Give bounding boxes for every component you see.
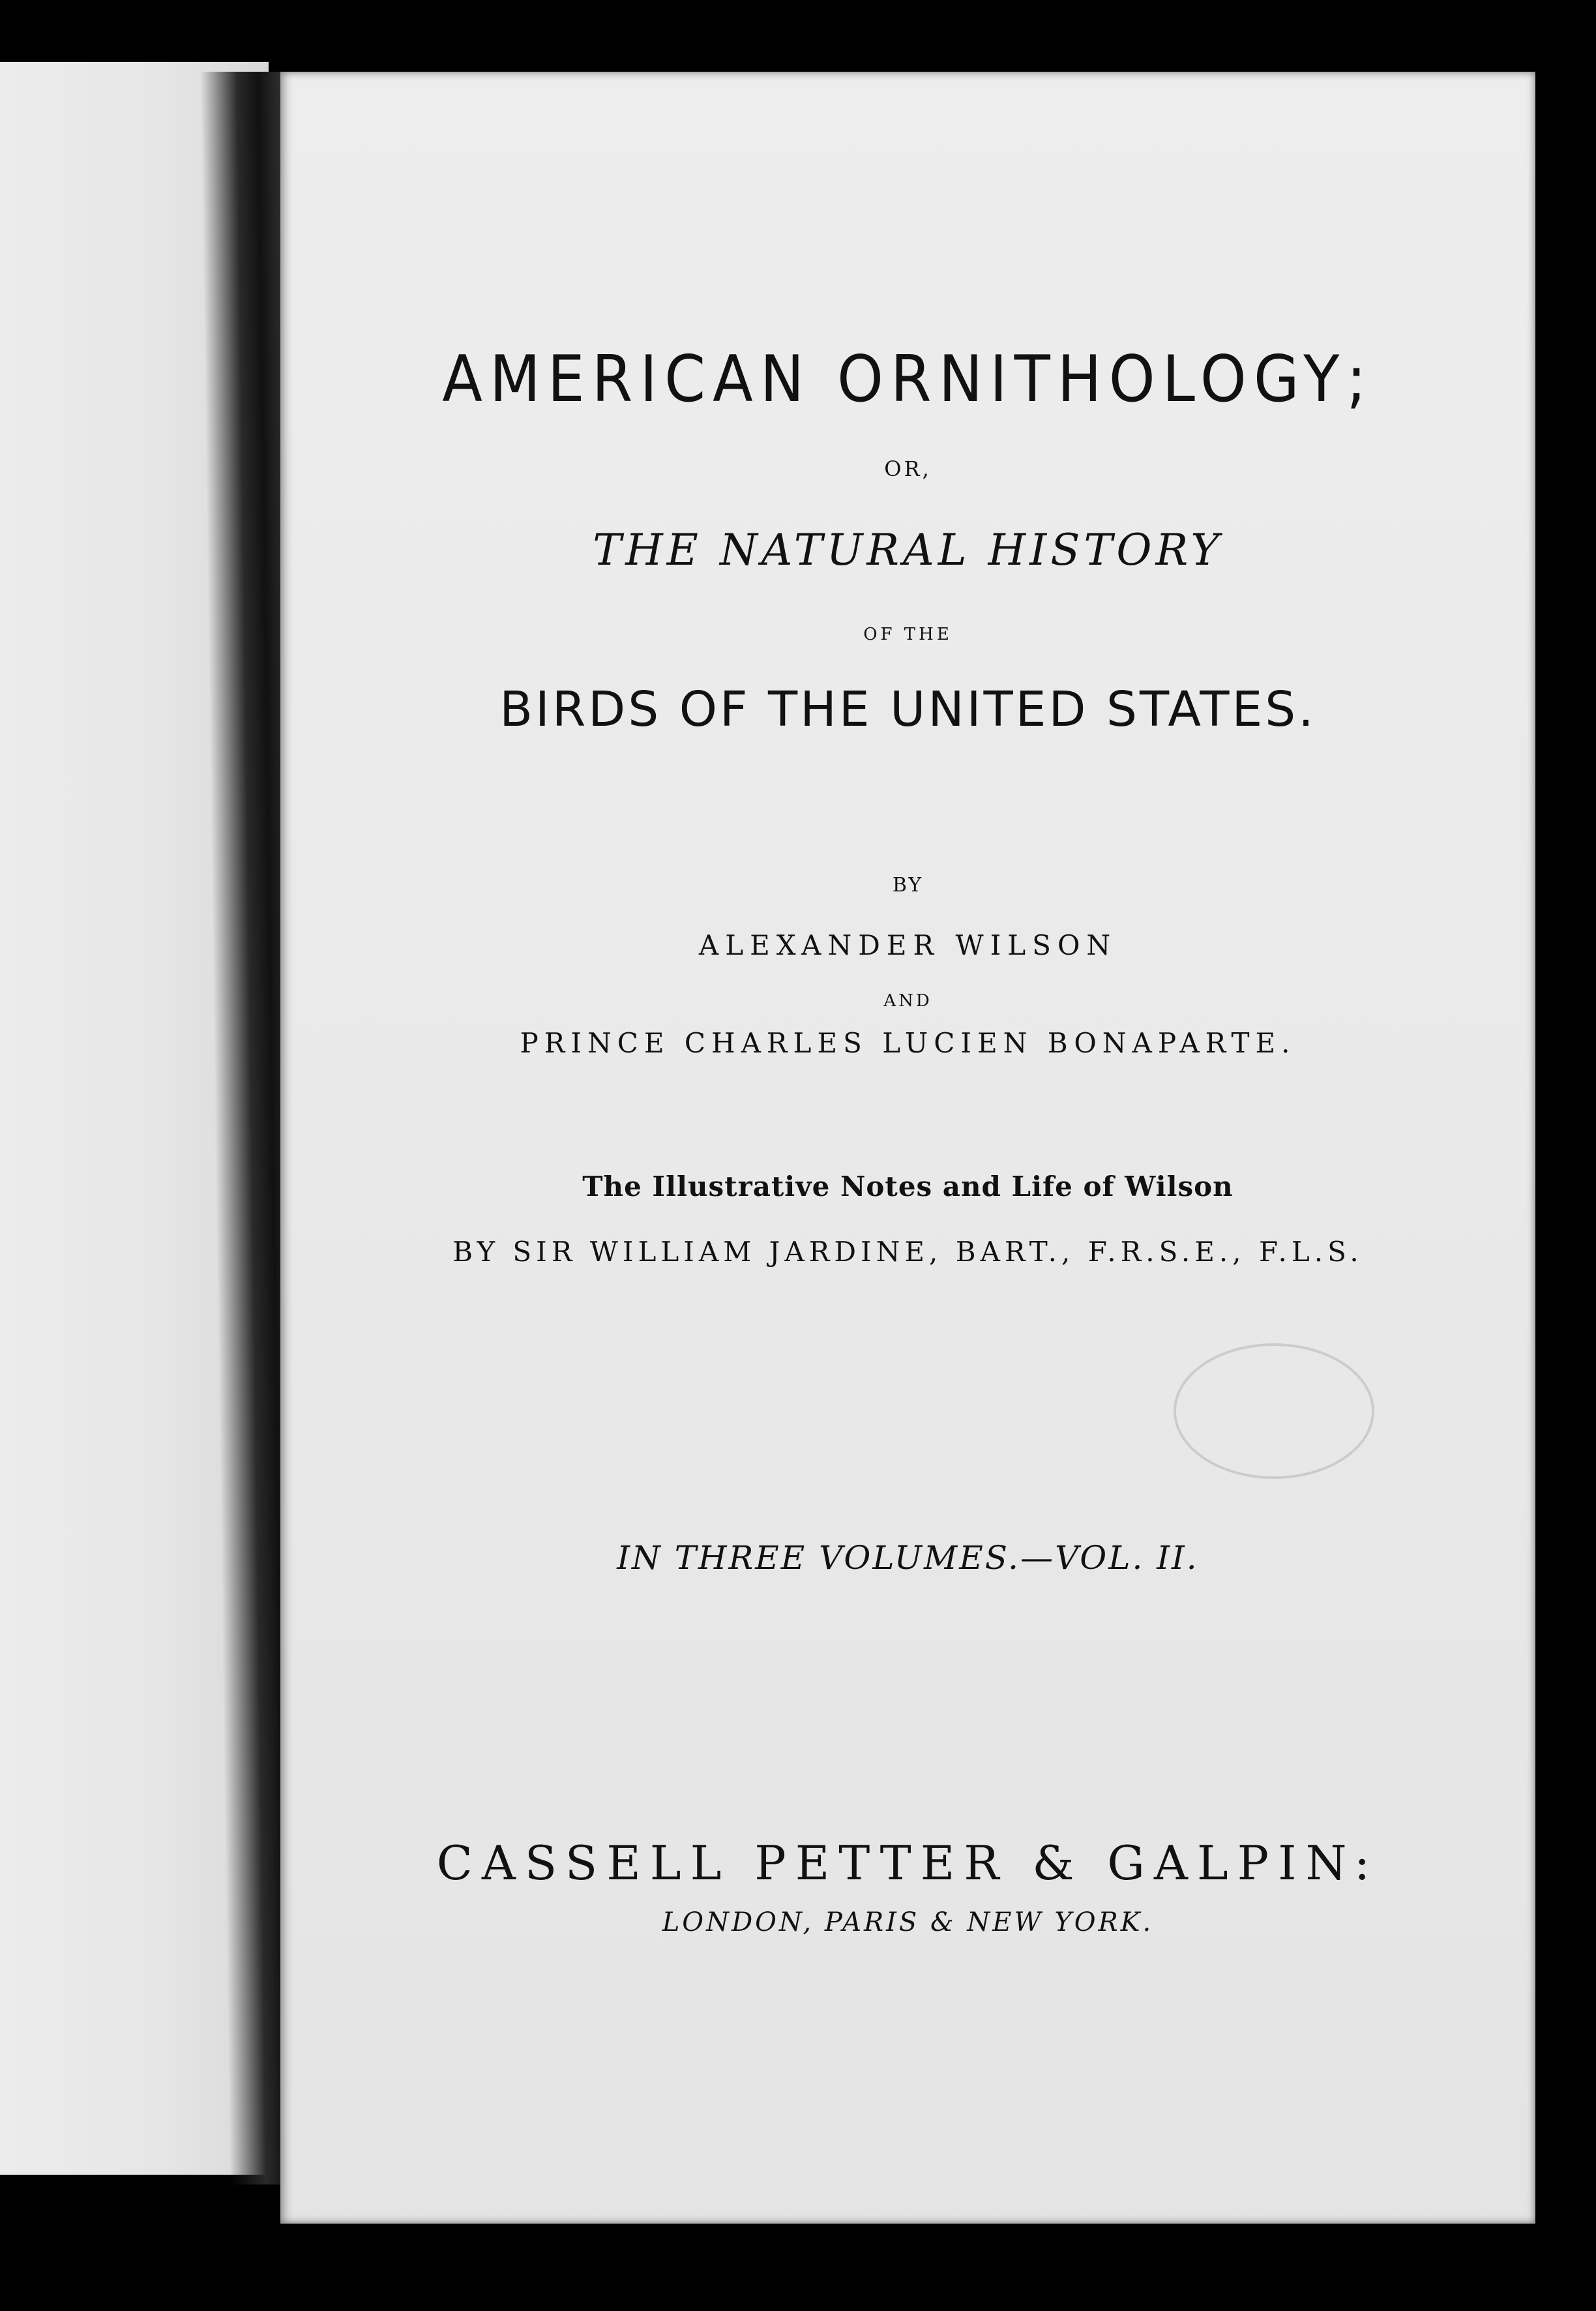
book-subject: BIRDS OF THE UNITED STATES. (499, 681, 1316, 738)
and-text: AND (883, 991, 932, 1011)
book-subtitle: THE NATURAL HISTORY (593, 525, 1223, 575)
library-stamp (1174, 1343, 1374, 1479)
by-text: BY (892, 874, 924, 897)
publisher: CASSELL PETTER & GALPIN: (436, 1836, 1380, 1890)
author-bonaparte: PRINCE CHARLES LUCIEN BONAPARTE. (520, 1027, 1296, 1059)
notes-author: BY SIR WILLIAM JARDINE, BART., F.R.S.E., F.L.S. (452, 1236, 1363, 1268)
volume-info: IN THREE VOLUMES.—VOL. II. (617, 1539, 1199, 1577)
or-text: OR, (884, 456, 932, 481)
notes-line: The Illustrative Notes and Life of Wilson (582, 1170, 1234, 1202)
publisher-cities: LONDON, PARIS & NEW YORK. (662, 1907, 1154, 1937)
book-title: AMERICAN ORNITHOLOGY; (442, 342, 1374, 417)
author-wilson: ALEXANDER WILSON (698, 929, 1117, 961)
of-the-text: OF THE (863, 625, 953, 644)
